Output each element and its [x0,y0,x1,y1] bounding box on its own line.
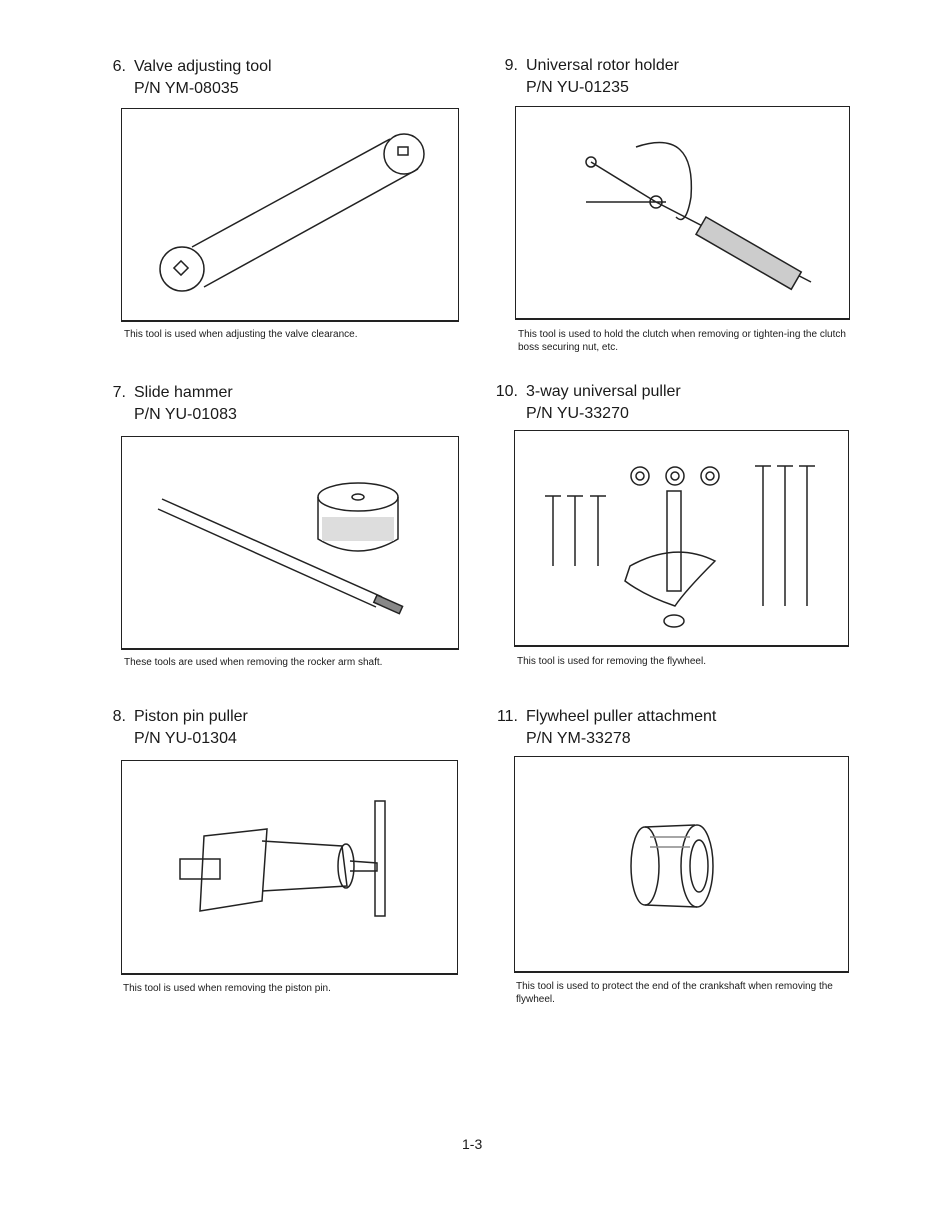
page-number: 1-3 [462,1136,483,1152]
tool-6-heading [100,56,440,100]
part-number: P/N YU-01235 [526,79,629,96]
universal-rotor-holder-illustration [515,106,850,320]
tool-9-heading [492,55,832,99]
tool-10-heading [492,381,832,425]
tool-caption: This tool is used for removing the flywheel. [517,656,706,667]
tool-number: 10. [495,383,518,400]
tool-caption: This tool is used to hold the clutch when removing or tighten-ing the clutch boss securing nut, etc. [518,329,846,353]
part-number: P/N YU-01304 [134,730,237,747]
tool-name: Piston pin puller [134,708,248,725]
tool-name: 3-way universal puller [526,383,681,400]
tool-caption: This tool is used when adjusting the valve clearance. [124,329,358,340]
tool-caption: These tools are used when removing the rocker arm shaft. [124,657,383,668]
flywheel-puller-attachment-illustration [514,756,849,973]
tool-number: 8. [112,708,126,725]
tool-number: 6. [112,58,126,75]
tool-caption: This tool is used to protect the end of the crankshaft when removing the flywheel. [516,981,833,1005]
valve-adjusting-tool-illustration [121,108,459,322]
tool-number: 7. [112,384,126,401]
tool-7-heading [100,382,440,426]
three-way-puller-illustration [514,430,849,647]
tool-number: 9. [504,57,518,74]
tool-11-heading [492,706,832,750]
part-number: P/N YU-33270 [526,405,629,422]
part-number: P/N YM-33278 [526,730,631,747]
tool-name: Valve adjusting tool [134,58,272,75]
piston-pin-puller-illustration [121,760,458,975]
part-number: P/N YU-01083 [134,406,237,423]
slide-hammer-illustration [121,436,459,650]
tool-8-heading [100,706,440,750]
tool-number: 11. [496,708,518,725]
part-number: P/N YM-08035 [134,80,239,97]
tool-caption: This tool is used when removing the piston pin. [123,983,331,994]
tool-name: Universal rotor holder [526,57,679,74]
tool-name: Flywheel puller attachment [526,708,717,725]
tool-name: Slide hammer [134,384,233,401]
